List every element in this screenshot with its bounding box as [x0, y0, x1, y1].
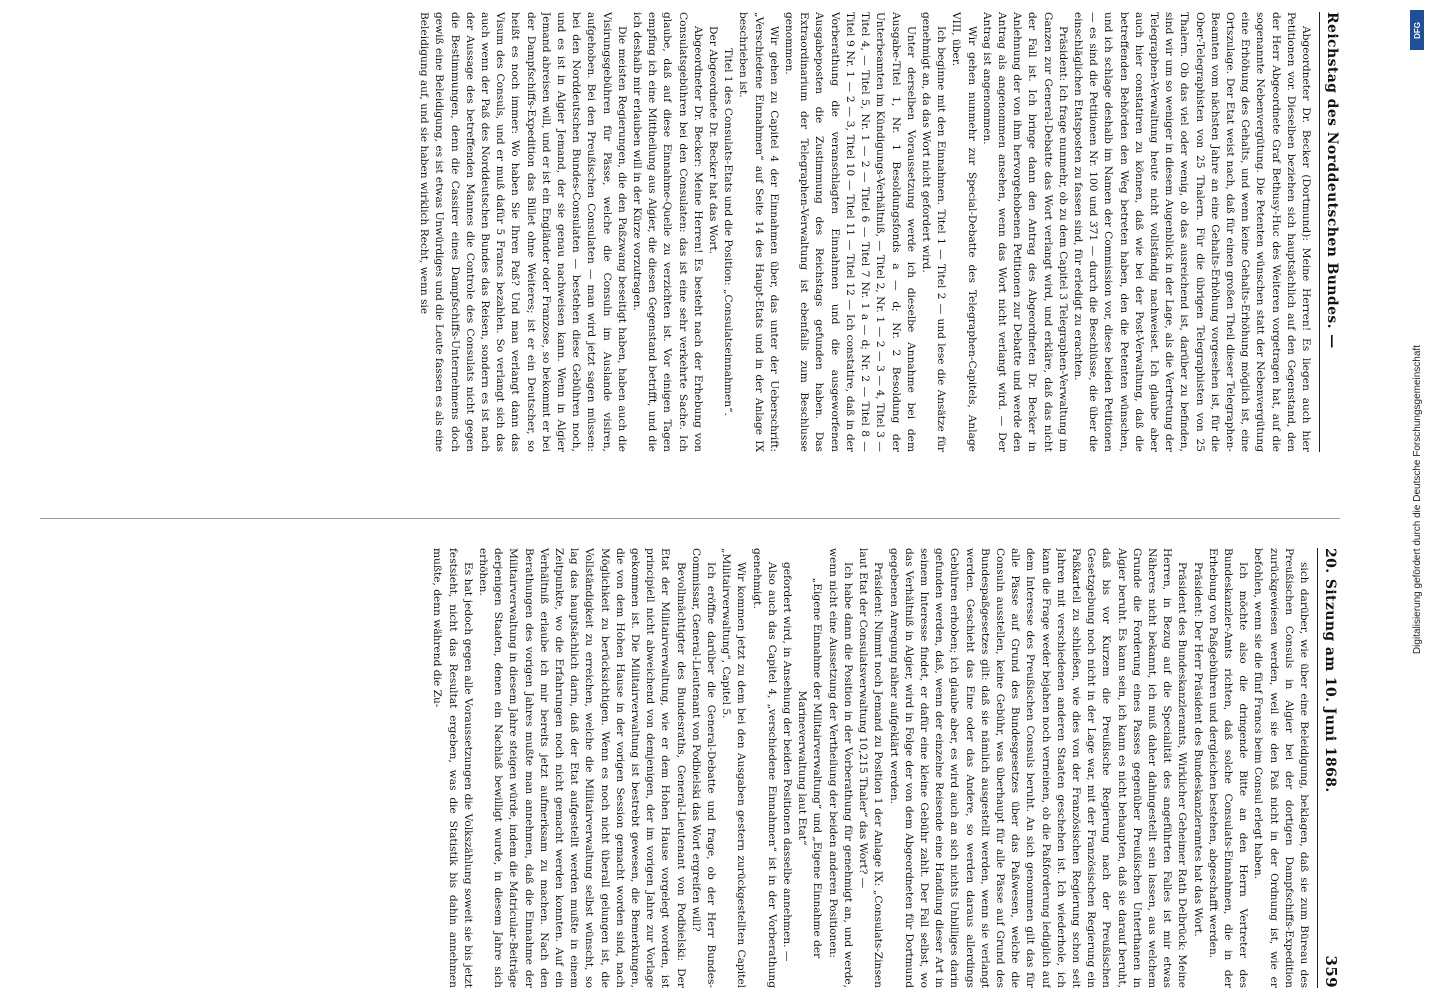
paragraph: Wir kommen jetzt zu dem bei den Ausgaben gestern zurückgestellten Capitel „Militairverwaltung“, Capitel 5.	[720, 548, 748, 988]
paragraph: Also auch das Capitel 4, „verschiedene Einnahmen“ ist in der Vorberathung genehmigt.	[750, 548, 778, 988]
paragraph: Präsident: Ich frage nunmehr, ob zu dem Capitel 3 Telegraphen-Verwaltung im Ganzen zur General-Debatte das Wort verlangt wird, und erkläre, daß das nicht der Fall ist. Ich bringe dann den Antrag des Abgeordneten Dr. Becker in Anlehnung der von ihm hervorgehobenen Petitionen zur Debatte und werde den Antrag als angenommen ansehen, wenn das Wort nicht verlangt wird. — Der Antrag ist angenommen.	[980, 12, 1069, 452]
paragraph: Wir gehen nunmehr zur Special-Debatte des Telegraphen-Capitels, Anlage VIII, über.	[950, 12, 978, 452]
paragraph: Präsident: Der Herr Präsident des Bundeskanzleramtes hat das Wort.	[1191, 562, 1204, 937]
paragraph: Die meisten Regierungen, die den Paßzwang beseitigt haben, haben auch die Visirungsgebühren für Pässe, welche die Consuln im Auslande visiren, aufgehoben. Bei den Preußischen Consulaten — man wird jetzt sagen müssen: bei den Norddeutschen Bundes-Consulaten — bestehen diese Gebühren noch, und es ist in Algier Jemand, der sie genau nachweisen kann. Wenn in Algier Jemand abreisen will, und er ist ein Engländer oder Franzose, so bekommt er bei der Dampfschiffs-Expedition das Billet ohne Weiteres; ist er ein Deutscher, so heißt es noch immer: Wo haben Sie Ihren Paß? Und man verlangt dann das Visum des Consuls, und er muß dafür 5 Francs bezahlen. So verlangt sich das auch wenn der Paß des Norddeutschen Bundes das Reisen, sondern es ist nach der Aussage des betreffenden Mannes die Controle des Consulats nicht gegen die Bestimmungen, denn die Cassirer eines Dampfschiffs-Unternehmens doch gewiß eine Beleidigung, es ist etwas Unwürdiges und die Leute fassen es als eine Beleidigung auf, und sie haben wirklich Recht, wenn sie	[418, 12, 628, 452]
right-page	[40, 548, 1340, 988]
paragraph: Ich habe dann die Position in der Vorberathung für genehmigt an, und werde, wenn nicht eine Aussetzung der Vertheilung der beiden anderen Positionen:	[826, 548, 854, 988]
paragraph: Wir gehen zu Capitel 4 der Einnahmen über, das unter der Ueberschrift: „Verschiedene Einnahmen“ auf Seite 14 des Haupt-Etats und in der Anlage IX beschrieben ist.	[737, 12, 780, 452]
paragraph: Ich beginne mit den Einnahmen. Titel 1 — Titel 2 — und lese die Ansätze für genehmigt an, da das Wort nicht gefordert wird.	[919, 12, 948, 452]
left-body	[416, 12, 1313, 452]
right-running-head	[1317, 548, 1340, 988]
column-divider	[40, 518, 1340, 519]
side-credit-text: Digitalisierung gefördert durch die Deutsche Forschungsgemeinschaft	[1411, 345, 1423, 655]
paragraph: Ich möchte also die dringende Bitte an den Herrn Vertreter des Bundeskanzler-Amts richten, daß solche Consulats-Einnahmen, die in der Erhebung von Paßgebühren und dergleichen bestehen, abgeschafft werden.	[1206, 548, 1250, 988]
paragraph: „Eigene Einnahme der Militairverwaltung“ und „Eigene Einnahme der Marineverwaltung laut Etat“	[796, 577, 824, 959]
left-header-title: Reichstag des Norddeutschen Bundes. —	[1324, 12, 1340, 349]
paragraph: Bevollmächtigter des Bundesraths, General-Lieutenant von Podbielski: Der Etat der Militairverwaltung, wie er dem Hohen Hause vorgelegt worden, ist principiell nicht abweichend von demjenigen, der im vorigen Jahre zur Vorlage gekommen ist. Die Militairverwaltung ist bestrebt gewesen, die Bemerkungen, die von dem Hohen Hause in der vorigen Session gemacht worden sind, nach Möglichkeit zu berücksichtigen. Wenn es noch nicht überall gelungen ist, die Vollständigkeit zu erreichen, welche die Militairverwaltung selbst wünscht, so lag das hauptsächlich darin, daß der Etat aufgestellt werden mußte in einem Zeitpunkte, wo die Erfahrungen noch nicht gemacht werden konnten. Auf ein Verhältniß erlaube ich mir bereits jetzt aufmerksam zu machen. Nach den Berathungen des vorigen Jahres mußte man annehmen, daß die Einnahme der Militairverwaltung in diesem Jahre steigen würde, indem die Matricular-Beiträge derjenigen Staaten, denen ein Nachlaß bewilligt wurde, in diesem Jahre sich erhöhen.	[477, 548, 687, 988]
paragraph: Ich eröffne darüber die General-Debatte und frage, ob der Herr Bundes-Commissar, General-Lieutenant von Podbielski das Wort ergreifen will?	[689, 548, 718, 988]
paragraph: Präsident des Bundeskanzleramts, Wirklicher Geheimer Rath Delbrück: Meine Herren, in Bezug auf die Specialität des angeführten Falles ist mir etwas Näheres nicht bekannt, ich muß daher dahingestellt sein lassen, aus welchem Grunde die Forderung eines Passes gegenüber Preußischen Unterthanen in Algier beruht. Es kann sein, ich kann es nicht behaupten, daß sie darauf beruht, daß bis vor Kurzem die Preußische Regierung nach der Preußischen Gesetzgebung noch nicht in der Lage war, mit der Französischen Regierung ein Paßkartell zu schließen, wie dies von der Französischen Regierung schon seit Jahren mit verschiedenen anderen Staaten geschehen ist. Ich wiederhole, ich kann die Frage weder bejahen noch verneinen, ob die Paßforderung lediglich auf dem Interesse des Preußischen Consuls beruht. An sich genommen gilt das für alle Pässe auf Grund des Bundesgesetzes über das Paßwesen, welche die Consuln ausstellen, keine Gebühr, was überhaupt für alle Pässe auf Grund des Bundespaßgesetzes gilt: daß sie nämlich ausgestellt werden, wenn sie verlangt werden. Geschieht das Eine oder das Andere, so werden daraus allerdings Gebühren erhoben; ich glaube aber, es wird auch an sich nichts Unbilliges darin gefunden werden, daß, wenn der einzelne Reisende eine Handlung dieser Art in seinem Interesse findet, er dafür eine kleine Gebühr zahlt. Der Fall selbst, wo das Verhältniß in Algier, wird in Folge der von dem Abgeordneten für Dortmund gegebenen Anregung näher aufgeklärt werden.	[887, 548, 1189, 988]
paragraph: Der Abgeordnete Dr. Becker hat das Wort.	[707, 26, 720, 255]
paragraph: Abgeordneter Dr. Becker (Dortmund): Meine Herren! Es liegen auch hier Petitionen vor. Dieselben beziehen sich hauptsächlich auf den Gegenstand, den der Herr Abgeordnete Graf Bethusy-Huc des Weiteren vorgetragen hat, auf die sogenannte Nebenvergütung. Die Petenten wünschen statt der Nebenvergütung eine Erhöhung des Gehalts, und wenn keine Gehalts-Erhöhung möglich ist, eine Ortszulage. Der Etat weist nach, daß für einen großen Theil dieser Telegraphen-Beamten vom nächsten Jahre an eine Gehalts-Erhöhung vorgesehen ist, für die Ober-Telegraphisten von 25 Thalern. Für die übrigen Telegraphisten von 25 Thalern. Ob das viel oder wenig, ob das ausreichend ist, darüber zu befinden, sind wir um so weniger in diesem Augenblick in der Lage, als die Vertretung der Telegraphen-Verwaltung heute nicht vollständig nachweiset. Ich glaube aber auch hier constatiren zu können, daß wie bei der Post-Verwaltung, daß die betreffenden Behörden den Weg betreten haben, den die Petenten wünschen, und ich schlage deshalb im Namen der Commission vor, diese beiden Petitionen — es sind die Petitionen Nr. 100 und 371 — durch die Beschlüsse, die über die einschläglichen Etatsposten zu fassen sind, für erledigt zu erachten.	[1071, 12, 1312, 452]
side-credit	[1406, 8, 1428, 992]
left-running-head	[1319, 12, 1340, 452]
right-header-title: 20. Sitzung am 10. Juni 1868.	[1322, 548, 1338, 793]
right-body	[429, 548, 1311, 988]
paragraph: Es hat jedoch gegen alle Voraussetzungen die Volkszählung soweit sie bis jetzt festsieht, nicht das Resultat ergeben, was die Statistik bis dahin annehmen mußte, denn während die Zu-	[431, 548, 474, 988]
page-number: 359	[1322, 955, 1340, 988]
paragraph: sich darüber, wie über eine Beleidigung, beklagen, daß sie zum Büreau des Preußischen Consuls in Algier bei der dortigen Dampfschiffs-Expedition zurückgewiesen werden, weil sie den Paß nicht in der Ordnung ist, wie er befohlen, wenn sie die fünf Francs beim Consul erlegt haben.	[1252, 548, 1310, 988]
dfg-logo-text: DFG	[1412, 21, 1422, 39]
paragraph: gefordert wird, in Ansehung der beiden Positionen dasselbe annehmen. —	[781, 562, 794, 962]
paragraph: Titel 1 des Consulats-Etats und die Position: „Consulatseinnahmen“.	[722, 48, 735, 416]
left-page	[40, 12, 1340, 452]
paragraph: Abgeordneter Dr. Becker: Meine Herren! Es besteht nach der Erhebung von Consulatsgebühren bei den Consulaten: das ist eine sehr verkehrte Sache. Ich glaube, daß auf diese Einnahme-Quelle zu verzichten ist. Vor einigen Tagen empfing ich eine Mittheilung aus Algier, die diesen Gegenstand betrifft, und die ich deshalb mir erlauben will in der Kürze vorzutragen.	[631, 12, 704, 452]
paragraph: Unter derselben Voraussetzung werde ich dieselbe Annahme bei dem Ausgabe-Titel 1, Nr. 1 Besoldungsfonds a — d; Nr. 2 Besoldung der Unterbeamten im Kündigungs-Verhältniß, — Titel 2, Nr. 1 — 2 — 3 — 4, Titel 3 — Titel 4, — Titel 5, Nr. 1 — 2 — Titel 6 — Titel 7 Nr. 1 a — d; Nr. 2 — Titel 8 — Titel 9 Nr. 1 — 2 — 3, Titel 10 — Titel 11 — Titel 12 — Ich constatire, daß in der Vorberathung die veranschlagten Einnahmen und die ausgeworfenen Ausgabeposten die Zustimmung des Reichstags gefunden haben. Das Extraordinarium der Telegraphen-Verwaltung ist ebenfalls zum Beschlusse genommen.	[783, 12, 917, 452]
paragraph: Präsident: Nimmt noch Jemand zu Position 1 der Anlage IX: „Consulats-Zinsen laut Etat der Consulatsverwaltung 10,215 Thaler“ das Wort? —	[857, 548, 885, 988]
